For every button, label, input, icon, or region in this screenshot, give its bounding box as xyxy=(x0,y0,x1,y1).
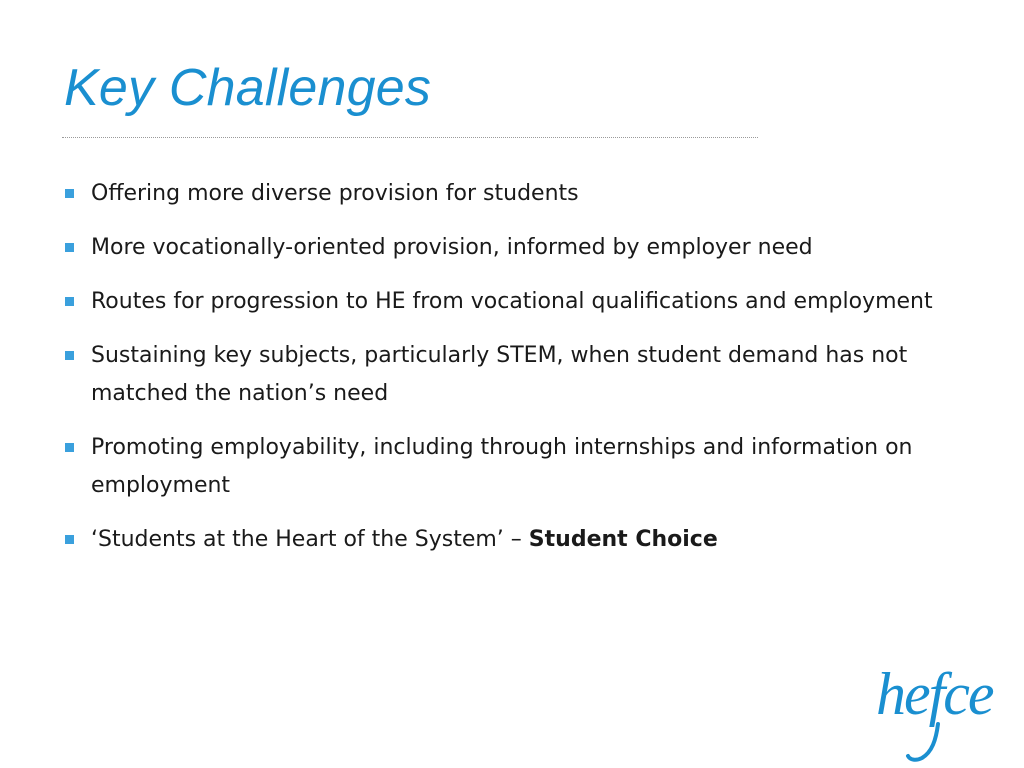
bullet-text: More vocationally-oriented provision, informed by employer need xyxy=(91,235,813,260)
square-bullet-icon xyxy=(65,535,74,544)
title-divider xyxy=(62,137,758,138)
square-bullet-icon xyxy=(65,351,74,360)
bullet-item xyxy=(64,337,944,413)
bullet-item xyxy=(64,283,944,321)
bullet-item xyxy=(64,429,944,505)
square-bullet-icon xyxy=(65,243,74,252)
square-bullet-icon xyxy=(65,189,74,198)
hefce-logo xyxy=(872,648,1020,764)
bullet-item xyxy=(64,175,944,213)
bullet-text: Routes for progression to HE from vocational qualifications and employment xyxy=(91,289,933,314)
bullet-text: Sustaining key subjects, particularly STEM, when student demand has not matched the nation’s need xyxy=(91,343,908,406)
slide-title: Key Challenges xyxy=(64,59,432,117)
bullet-text: Offering more diverse provision for students xyxy=(91,181,579,206)
square-bullet-icon xyxy=(65,443,74,452)
bullet-emphasis: Student Choice xyxy=(528,527,718,552)
bullet-item xyxy=(64,521,944,559)
hefce-logo-wordmark: hefce xyxy=(876,661,993,727)
bullet-item xyxy=(64,229,944,267)
bullet-text: Promoting employability, including through internships and information on employment xyxy=(91,435,913,498)
square-bullet-icon xyxy=(65,297,74,306)
bullet-list xyxy=(64,175,944,575)
bullet-text: ‘Students at the Heart of the System’ – xyxy=(91,527,529,552)
